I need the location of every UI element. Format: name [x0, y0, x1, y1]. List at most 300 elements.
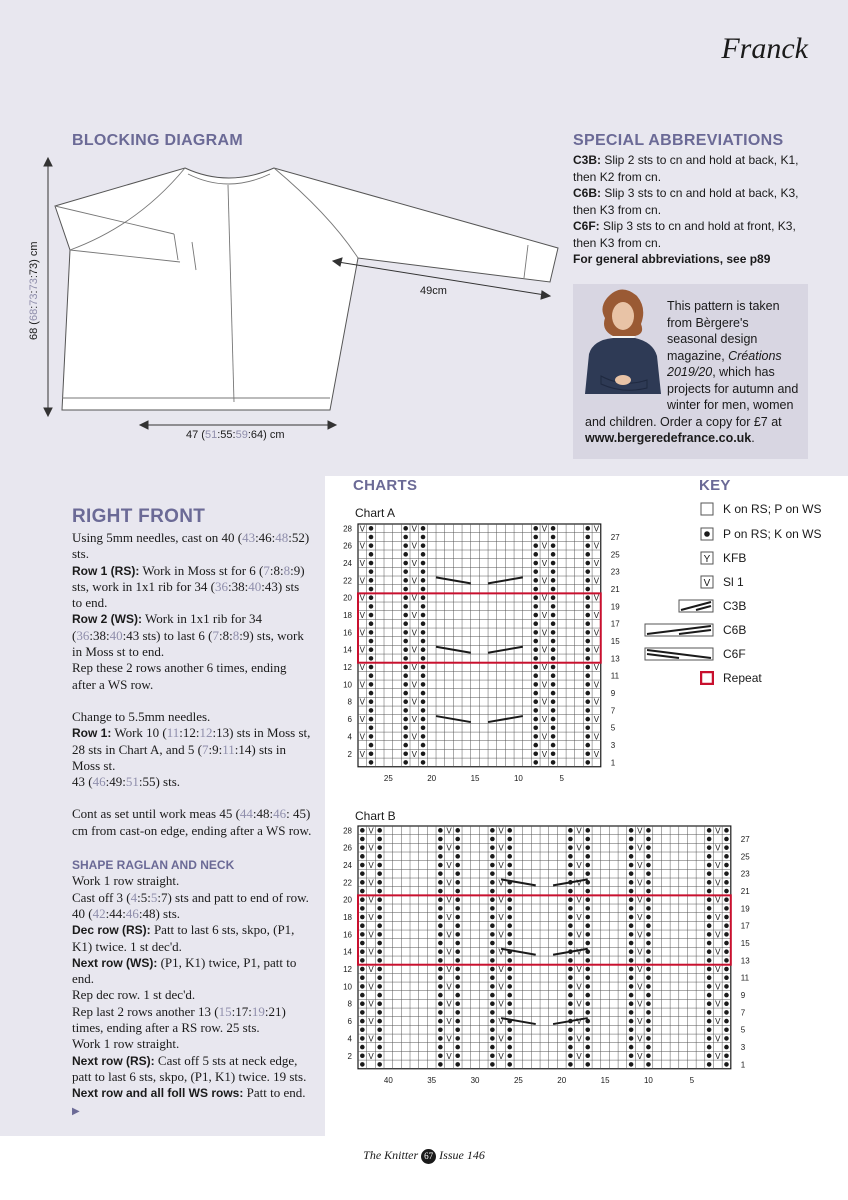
key-label: Repeat — [723, 671, 762, 685]
purl-stitch — [707, 1062, 712, 1067]
purl-stitch — [551, 552, 556, 557]
purl-stitch — [585, 1001, 590, 1006]
purl-stitch — [438, 897, 443, 902]
abbreviation-item: C6B: Slip 3 sts to cn and hold at back, K3, then K3 from cn. — [573, 186, 799, 217]
purl-stitch — [403, 665, 408, 670]
slip-stitch: V — [715, 999, 721, 1009]
slip-stitch: V — [359, 663, 366, 673]
purl-stitch — [568, 1027, 573, 1032]
row-number-left: 20 — [343, 895, 352, 905]
slip-stitch: V — [498, 965, 504, 975]
purl-stitch — [490, 889, 495, 894]
purl-stitch — [507, 1010, 512, 1015]
purl-stitch — [421, 561, 426, 566]
slip-stitch: V — [359, 576, 366, 586]
column-number: 40 — [383, 1075, 393, 1085]
slip-stitch: V — [498, 826, 504, 836]
purl-stitch — [629, 923, 634, 928]
purl-stitch — [533, 665, 538, 670]
row-number-right: 25 — [740, 852, 750, 862]
purl-stitch — [377, 975, 382, 980]
purl-stitch — [403, 725, 408, 730]
purl-stitch — [724, 941, 729, 946]
slip-stitch: V — [541, 749, 548, 759]
slip-stitch: V — [411, 645, 418, 655]
instruction-line: Change to 5.5mm needles. — [72, 708, 211, 724]
purl-stitch — [490, 863, 495, 868]
purl-stitch — [421, 578, 426, 583]
purl-stitch — [507, 871, 512, 876]
purl-stitch — [377, 932, 382, 937]
purl-stitch — [369, 691, 374, 696]
row-number-left: 6 — [347, 1017, 352, 1027]
purl-stitch — [533, 751, 538, 756]
row-number-right: 1 — [610, 758, 616, 768]
purl-stitch — [629, 975, 634, 980]
purl-stitch — [551, 751, 556, 756]
slip-stitch: V — [637, 1017, 643, 1027]
purl-stitch — [629, 932, 634, 937]
purl-stitch — [707, 897, 712, 902]
column-number: 5 — [559, 773, 564, 783]
purl-stitch — [629, 897, 634, 902]
slip-stitch: V — [411, 749, 418, 759]
slip-stitch: V — [411, 663, 418, 673]
purl-stitch — [421, 673, 426, 678]
row-number-left: 26 — [343, 843, 352, 853]
purl-stitch — [568, 967, 573, 972]
purl-stitch — [377, 915, 382, 920]
purl-stitch — [421, 717, 426, 722]
purl-stitch — [629, 863, 634, 868]
purl-stitch — [403, 630, 408, 635]
purl-stitch — [369, 708, 374, 713]
purl-stitch — [360, 863, 365, 868]
purl-stitch — [629, 889, 634, 894]
purl-stitch — [585, 863, 590, 868]
purl-stitch — [724, 949, 729, 954]
purl-stitch — [507, 915, 512, 920]
purl-stitch — [377, 1019, 382, 1024]
c6b-icon — [644, 623, 714, 637]
purl-stitch — [377, 1045, 382, 1050]
purl-stitch — [490, 880, 495, 885]
purl-stitch — [360, 1027, 365, 1032]
slip-stitch: V — [637, 878, 643, 888]
purl-stitch — [585, 993, 590, 998]
purl-stitch — [585, 975, 590, 980]
slip-stitch: V — [359, 680, 366, 690]
slip-stitch: V — [715, 1017, 721, 1027]
slip-stitch: V — [637, 843, 643, 853]
kfb-icon — [700, 551, 714, 565]
row-number-right: 13 — [610, 654, 620, 664]
purl-stitch — [724, 897, 729, 902]
purl-stitch — [438, 837, 443, 842]
row-number-right: 17 — [610, 619, 620, 629]
row-number-left: 12 — [343, 965, 352, 975]
purl-stitch — [403, 552, 408, 557]
row-number-right: 19 — [610, 602, 620, 612]
purl-stitch — [455, 880, 460, 885]
slip-stitch: V — [368, 826, 374, 836]
slip-stitch: V — [359, 645, 366, 655]
purl-stitch — [585, 1010, 590, 1015]
purl-stitch — [646, 863, 651, 868]
purl-stitch — [646, 949, 651, 954]
purl-stitch — [585, 845, 590, 850]
slip-stitch: V — [368, 861, 374, 871]
row-number-left: 4 — [347, 1034, 352, 1044]
purl-stitch — [551, 734, 556, 739]
purl-stitch — [438, 958, 443, 963]
purl-stitch — [646, 906, 651, 911]
key-heading: KEY — [699, 477, 731, 494]
purl-stitch — [369, 734, 374, 739]
purl-stitch — [551, 639, 556, 644]
slip-stitch: V — [498, 1051, 504, 1061]
slip-stitch: V — [359, 715, 366, 725]
shape-raglan-heading: SHAPE RAGLAN AND NECK — [72, 858, 235, 873]
purl-stitch — [533, 639, 538, 644]
purl-stitch — [585, 717, 590, 722]
purl-stitch — [646, 1062, 651, 1067]
slip-stitch: V — [411, 611, 418, 621]
slip-stitch: V — [368, 947, 374, 957]
purl-stitch — [403, 535, 408, 540]
purl-stitch — [585, 630, 590, 635]
purl-stitch — [629, 1019, 634, 1024]
row-number-right: 23 — [740, 869, 750, 879]
purl-stitch — [403, 656, 408, 661]
purl-stitch — [551, 743, 556, 748]
purl-stitch — [403, 595, 408, 600]
slip-stitch: V — [446, 999, 452, 1009]
purl-stitch — [455, 967, 460, 972]
slip-stitch: V — [446, 982, 452, 992]
purl-stitch — [490, 854, 495, 859]
purl-stitch — [707, 1010, 712, 1015]
purl-stitch — [646, 984, 651, 989]
purl-stitch — [403, 743, 408, 748]
slip-stitch: V — [498, 878, 504, 888]
slip-stitch: V — [498, 895, 504, 905]
slip-stitch: V — [576, 1051, 582, 1061]
row-number-left: 20 — [343, 593, 352, 603]
purl-stitch — [421, 639, 426, 644]
column-number: 20 — [557, 1075, 567, 1085]
instruction-line: Dec row (RS): Patt to last 6 sts, skpo, (P1, K1) twice. 1 st dec'd. — [72, 922, 295, 954]
purl-stitch — [568, 1053, 573, 1058]
purl-stitch — [707, 915, 712, 920]
purl-stitch — [377, 1010, 382, 1015]
purl-stitch — [507, 1027, 512, 1032]
purl-stitch — [507, 941, 512, 946]
column-number: 15 — [600, 1075, 610, 1085]
purl-stitch — [360, 845, 365, 850]
slip-stitch: V — [637, 826, 643, 836]
purl-stitch — [455, 828, 460, 833]
purl-stitch — [629, 993, 634, 998]
purl-stitch — [585, 621, 590, 626]
website-link[interactable]: www.bergeredefrance.co.uk — [585, 431, 752, 445]
purl-stitch — [421, 691, 426, 696]
slip-stitch: V — [498, 913, 504, 923]
purl-stitch — [585, 673, 590, 678]
purl-stitch — [585, 1027, 590, 1032]
purl-stitch — [629, 1010, 634, 1015]
purl-stitch — [585, 932, 590, 937]
purl-stitch — [369, 543, 374, 548]
purl-stitch — [507, 975, 512, 980]
purl-stitch — [551, 647, 556, 652]
purl-stitch — [646, 915, 651, 920]
slip-stitch: V — [637, 1051, 643, 1061]
purl-stitch — [707, 1001, 712, 1006]
purl-stitch — [724, 880, 729, 885]
purl-stitch — [568, 975, 573, 980]
purl-stitch — [585, 587, 590, 592]
purl-stitch — [629, 915, 634, 920]
purl-stitch — [646, 1045, 651, 1050]
row-number-left: 16 — [343, 930, 352, 940]
purl-stitch — [646, 941, 651, 946]
slip-stitch: V — [637, 861, 643, 871]
slip-stitch: V — [498, 843, 504, 853]
purl-stitch — [533, 552, 538, 557]
row-number-right: 21 — [740, 887, 750, 897]
purl-stitch — [438, 1062, 443, 1067]
purl-stitch — [377, 1027, 382, 1032]
purl-stitch — [551, 725, 556, 730]
row-number-right: 3 — [740, 1043, 746, 1053]
purl-stitch — [360, 915, 365, 920]
slip-stitch: V — [541, 576, 548, 586]
slip-stitch: V — [446, 826, 452, 836]
purl-stitch — [585, 734, 590, 739]
purl-stitch — [377, 897, 382, 902]
purl-stitch — [490, 949, 495, 954]
purl-stitch — [377, 837, 382, 842]
slip-stitch: V — [368, 982, 374, 992]
purl-stitch — [455, 1027, 460, 1032]
purl-stitch — [646, 880, 651, 885]
purl-stitch — [707, 889, 712, 894]
purl-stitch — [438, 975, 443, 980]
purl-stitch — [438, 906, 443, 911]
slip-stitch: V — [541, 645, 548, 655]
purl-stitch — [707, 984, 712, 989]
row-number-right: 7 — [740, 1008, 746, 1018]
slip-stitch: V — [541, 541, 548, 551]
slip-stitch: V — [368, 1034, 374, 1044]
purl-stitch — [533, 734, 538, 739]
row-number-right: 3 — [610, 741, 616, 751]
purl-stitch — [585, 561, 590, 566]
purl-stitch — [403, 682, 408, 687]
slip-stitch: V — [411, 732, 418, 742]
purl-stitch — [403, 569, 408, 574]
purl-stitch — [360, 837, 365, 842]
slip-stitch: V — [593, 576, 600, 586]
slip-stitch: V — [359, 732, 366, 742]
purl-stitch — [507, 854, 512, 859]
purl-stitch — [585, 915, 590, 920]
purl-stitch — [629, 880, 634, 885]
purl-stitch — [585, 941, 590, 946]
slip-stitch: V — [368, 965, 374, 975]
purl-stitch — [377, 941, 382, 946]
purl-stitch — [646, 1001, 651, 1006]
purl-stitch — [455, 1053, 460, 1058]
width-dimension-label: 47 (51:55:59:64) cm — [186, 429, 285, 441]
row-number-right: 7 — [610, 706, 616, 716]
purl-stitch — [585, 760, 590, 765]
purl-stitch — [533, 595, 538, 600]
purl-stitch — [377, 1036, 382, 1041]
slip-stitch: V — [368, 930, 374, 940]
row-number-left: 18 — [343, 611, 352, 621]
purl-stitch — [369, 578, 374, 583]
row-number-right: 19 — [740, 904, 750, 914]
purl-stitch — [646, 1053, 651, 1058]
c6f-icon — [644, 647, 714, 661]
purl-stitch — [646, 1019, 651, 1024]
purl-stitch — [724, 871, 729, 876]
row-number-left: 10 — [343, 680, 352, 690]
purl-stitch — [490, 958, 495, 963]
purl-stitch — [629, 1027, 634, 1032]
purl-stitch — [507, 897, 512, 902]
instruction-line: Row 1 (RS): Work in Moss st for 6 (7:8:8:9) sts, work in 1x1 rib for 34 (36:38:40:43) sts to end. — [72, 562, 305, 611]
purl-stitch — [490, 1010, 495, 1015]
purl-stitch — [507, 1045, 512, 1050]
purl-stitch — [568, 984, 573, 989]
row-number-left: 2 — [347, 749, 352, 759]
purl-stitch — [377, 871, 382, 876]
instruction-line: Rep these 2 rows another 6 times, ending after a WS row. — [72, 660, 287, 692]
purl-stitch — [568, 1045, 573, 1050]
key-label: C6B — [723, 623, 747, 637]
purl-stitch — [707, 863, 712, 868]
slip-stitch: V — [593, 628, 600, 638]
purl-stitch — [421, 751, 426, 756]
purl-stitch — [369, 699, 374, 704]
row-number-right: 27 — [740, 835, 750, 845]
slip-stitch: V — [593, 524, 600, 534]
purl-stitch — [629, 967, 634, 972]
purl-stitch — [568, 1010, 573, 1015]
purl-stitch — [533, 613, 538, 618]
purl-stitch — [490, 975, 495, 980]
purl-stitch — [403, 647, 408, 652]
purl-stitch — [724, 958, 729, 963]
slip-stitch: V — [593, 749, 600, 759]
slip-stitch: V — [368, 1017, 374, 1027]
magazine-promo — [573, 284, 808, 459]
slip-stitch: V — [446, 930, 452, 940]
instruction-line: Cast off 3 (4:5:5:7) sts and patt to end of row. — [72, 889, 309, 905]
purl-stitch — [707, 975, 712, 980]
general-abbreviations-note: For general abbreviations, see p89 — [573, 252, 771, 266]
purl-stitch — [490, 941, 495, 946]
row-number-left: 14 — [343, 947, 352, 957]
purl-stitch — [438, 845, 443, 850]
purl-stitch — [403, 699, 408, 704]
slip-stitch: V — [446, 1051, 452, 1061]
slip-stitch: V — [637, 982, 643, 992]
purl-stitch — [646, 923, 651, 928]
purl-stitch — [585, 647, 590, 652]
slip-stitch: V — [368, 999, 374, 1009]
purl-stitch — [360, 923, 365, 928]
purl-stitch — [455, 871, 460, 876]
purl-stitch — [438, 880, 443, 885]
purl-stitch — [507, 923, 512, 928]
slip-stitch: V — [411, 697, 418, 707]
purl-stitch — [403, 717, 408, 722]
purl-stitch — [403, 543, 408, 548]
purl-stitch — [438, 1001, 443, 1006]
purl-stitch — [377, 993, 382, 998]
slip-stitch: V — [359, 611, 366, 621]
purl-stitch — [455, 837, 460, 842]
purl-stitch — [490, 845, 495, 850]
purl-stitch — [438, 984, 443, 989]
purl-stitch — [421, 569, 426, 574]
slip-stitch: V — [498, 999, 504, 1009]
slip-stitch: V — [715, 826, 721, 836]
page-number: 67 — [421, 1149, 436, 1164]
instruction-line: Using 5mm needles, cast on 40 (43:46:48:52) sts. — [72, 530, 310, 562]
slip-stitch: V — [411, 628, 418, 638]
purl-stitch — [438, 889, 443, 894]
special-abbreviations-heading: SPECIAL ABBREVIATIONS — [573, 132, 784, 149]
slip-stitch: V — [637, 999, 643, 1009]
purl-stitch — [490, 1036, 495, 1041]
purl-stitch — [551, 613, 556, 618]
purl-stitch — [551, 630, 556, 635]
purl-stitch — [403, 734, 408, 739]
purl-stitch — [551, 621, 556, 626]
purl-stitch — [438, 1036, 443, 1041]
instruction-line: Next row (RS): Cast off 5 sts at neck edge, patt to last 6 sts, skpo, (P1, K1) twice. 19 sts. — [72, 1052, 307, 1084]
purl-stitch — [585, 543, 590, 548]
row-number-left: 16 — [343, 628, 352, 638]
slip-stitch: V — [576, 947, 582, 957]
purl-stitch — [724, 1027, 729, 1032]
purl-stitch — [724, 1062, 729, 1067]
column-number: 10 — [513, 773, 523, 783]
slip-stitch: V — [593, 663, 600, 673]
row-number-left: 12 — [343, 663, 352, 673]
slip-stitch: V — [446, 861, 452, 871]
slip-stitch: V — [498, 947, 504, 957]
purl-stitch — [360, 1019, 365, 1024]
purl-stitch — [724, 854, 729, 859]
purl-stitch — [585, 725, 590, 730]
purl-stitch — [707, 871, 712, 876]
instruction-line: Cont as set until work meas 45 (44:48:46: 45) cm from cast-on edge, ending after a WS row. — [72, 806, 312, 838]
row-number-left: 8 — [347, 999, 352, 1009]
slip-stitch: V — [637, 947, 643, 957]
purl-stitch — [455, 906, 460, 911]
purl-stitch — [403, 621, 408, 626]
purl-stitch — [724, 1010, 729, 1015]
purl-stitch — [568, 889, 573, 894]
purl-stitch — [369, 552, 374, 557]
right-front-heading: RIGHT FRONT — [72, 506, 206, 527]
